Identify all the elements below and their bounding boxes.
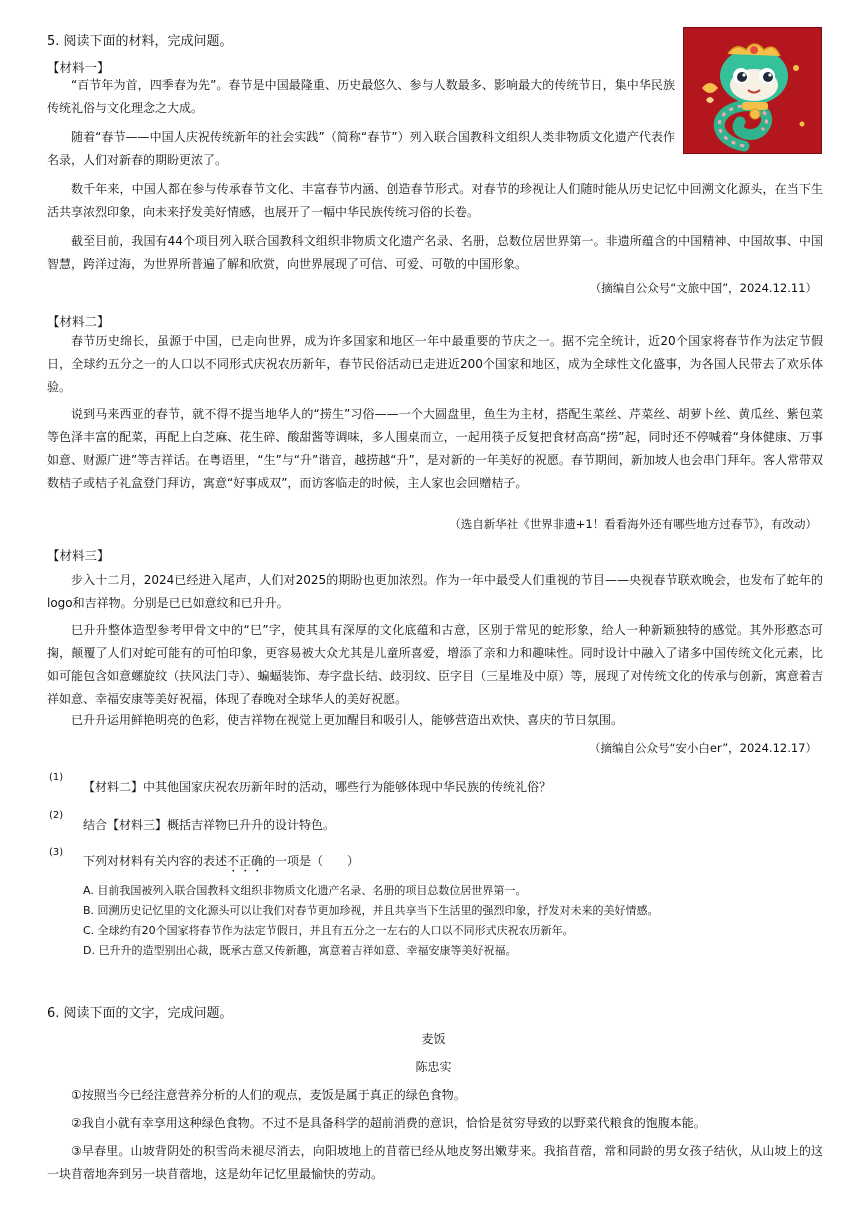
article-paragraph-2: ②我自小就有幸享用这种绿色食物。不过不是具备科学的超前消费的意识，恰恰是贫穷导致的以野菜代粮食的饱腹本能。 <box>71 1116 706 1130</box>
subquestion-1-number: (1) <box>49 772 64 783</box>
material-2-heading: 【材料二】 <box>47 314 110 329</box>
material-1-paragraph-1: “百节年为首，四季春为先”。春节是中国最隆重、历史最悠久、参与人数最多、影响最大的传统节日，集中华民族传统礼俗与文化理念之大成。 <box>47 78 675 115</box>
article-author: 陈忠实 <box>415 1060 452 1074</box>
material-1-paragraph-2: 随着“春节——中国人庆祝传统新年的社会实践”（简称“春节”）列入联合国教科文组织人类非物质文化遗产代表作名录，人们对新春的期盼更浓了。 <box>47 130 675 167</box>
material-1-source: （摘编自公众号“文旅中国”，2024.12.11） <box>589 281 817 295</box>
material-1-heading: 【材料一】 <box>47 60 110 75</box>
subquestion-3-emphasis: 不正确 <box>227 854 264 868</box>
material-2-paragraph-1: 春节历史绵长，虽源于中国，已走向世界，成为许多国家和地区一年中最重要的节庆之一。据不完全统计，近20个国家将春节作为法定节假日，全球约五分之一的人口以不同形式庆祝农历新年，春节民俗活动已走进近200个国家和地区，成为全球性文化盛事，为各国人民带去了欢乐体验。 <box>47 334 823 394</box>
question-5-title: 5. 阅读下面的材料，完成问题。 <box>47 34 233 49</box>
material-3-heading: 【材料三】 <box>47 548 110 563</box>
article-paragraph-1: ①按照当今已经注意营养分析的人们的观点，麦饭是属于真正的绿色食物。 <box>71 1088 466 1102</box>
subquestion-3-stem <box>83 852 823 875</box>
subquestion-3-stem-pre: 下列对材料有关内容的表述 <box>83 854 228 868</box>
subquestion-2-number: (2) <box>49 810 64 821</box>
option-c[interactable]: C. 全球约有20个国家将春节作为法定节假日，并且有五分之一左右的人口以不同形式庆祝农历新年。 <box>83 924 574 937</box>
material-3-paragraph-3: 已升升运用鲜艳明亮的色彩，使吉祥物在视觉上更加醒目和吸引人，能够营造出欢快、喜庆的节日氛围。 <box>71 713 624 727</box>
material-1-paragraph-4: 截至目前，我国有44个项目列入联合国教科文组织非物质文化遗产名录、名册，总数位居世界第一。非遗所蕴含的中国精神、中国故事、中国智慧，跨洋过海，为世界所普遍了解和欣赏，向世界展现了可信、可爱、可敬的中国形象。 <box>47 234 823 271</box>
article-title: 麦饭 <box>421 1032 446 1046</box>
option-d[interactable]: D. 巳升升的造型别出心裁，既承古意又传新趣，寓意着吉祥如意、幸福安康等美好祝福。 <box>83 944 517 957</box>
question-6-title: 6. 阅读下面的文字，完成问题。 <box>47 1006 233 1021</box>
snake-mascot-image <box>683 27 822 154</box>
option-b[interactable]: B. 回溯历史记忆里的文化源头可以让我们对春节更加珍视，并且共享当下生活里的强烈印象，抒发对未来的美好情感。 <box>83 904 659 917</box>
subquestion-3-number: (3) <box>49 847 64 858</box>
mascot-illustration <box>684 28 821 153</box>
material-3-paragraph-2: 巳升升整体造型参考甲骨文中的“巳”字，使其具有深厚的文化底蕴和古意，区别于常见的蛇形象，给人一种新颖独特的感觉。其外形憨态可掬，颠覆了人们对蛇可能有的可怕印象，更容易被大众尤其是儿童所喜爱，增添了亲和力和趣味性。同时设计中融入了诸多中国传统文化元素，比如可能包含如意螺旋纹（扶风法门寺）、蝙蝠装饰、寿字盘长结、歧羽纹、臣字目（三星堆及中原）等，展现了对传统文化的传承与创新，寓意着吉祥如意、幸福安康等美好祝福，体现了春晚对全球华人的美好祝愿。 <box>47 623 823 706</box>
subquestion-1-text: 【材料二】中其他国家庆祝农历新年时的活动，哪些行为能够体现中华民族的传统礼俗？ <box>83 780 552 794</box>
material-2-source: （选自新华社《世界非遗+1！看看海外还有哪些地方过春节》，有改动） <box>449 517 817 531</box>
material-3-source: （摘编自公众号“安小白er”，2024.12.17） <box>588 741 817 755</box>
article-paragraph-3: ③早春里。山坡背阴处的积雪尚未褪尽消去，向阳坡地上的苜蓿已经从地皮努出嫩芽来。我掐苜蓿，常和同龄的男女孩子结伙，从山坡上的这一块苜蓿地奔到另一块苜蓿地，这是幼年记忆里最愉快的劳动。 <box>47 1144 823 1181</box>
material-2-paragraph-2: 说到马来西亚的春节，就不得不提当地华人的“捞生”习俗——一个大圆盘里，鱼生为主材，搭配生菜丝、芹菜丝、胡萝卜丝、黄瓜丝、紫包菜等色泽丰富的配菜，再配上白芝麻、花生碎、酸甜酱等调味，多人围桌而立，一起用筷子反复把食材高高“捞”起，同时还不停喊着“身体健康、万事如意、财源广进”等吉祥话。在粤语里，“生”与“升”谐音，越捞越“升”，是对新的一年美好的祝愿。春节期间，新加坡人也会串门拜年。客人常带双数桔子或桔子礼盒登门拜访，寓意“好事成双”，而访客临走的时候，主人家也会回赠桔子。 <box>47 407 823 490</box>
subquestion-3-stem-post: 的一项是（ ） <box>263 854 360 868</box>
option-a[interactable]: A. 目前我国被列入联合国教科文组织非物质文化遗产名录、名册的项目总数位居世界第一。 <box>83 884 527 897</box>
material-1-paragraph-3: 数千年来，中国人都在参与传承春节文化、丰富春节内涵、创造春节形式。对春节的珍视让人们随时能从历史记忆中回溯文化源头，在当下生活共享浓烈印象，向未来抒发美好情感，也展开了一幅中华民族传统习俗的长卷。 <box>47 182 823 219</box>
material-3-paragraph-1: 步入十二月，2024已经进入尾声，人们对2025的期盼也更加浓烈。作为一年中最受人们重视的节目——央视春节联欢晚会，也发布了蛇年的logo和吉祥物。分别是已已如意纹和已升升。 <box>47 573 823 610</box>
subquestion-2-text: 结合【材料三】概括吉祥物巳升升的设计特色。 <box>83 818 336 832</box>
